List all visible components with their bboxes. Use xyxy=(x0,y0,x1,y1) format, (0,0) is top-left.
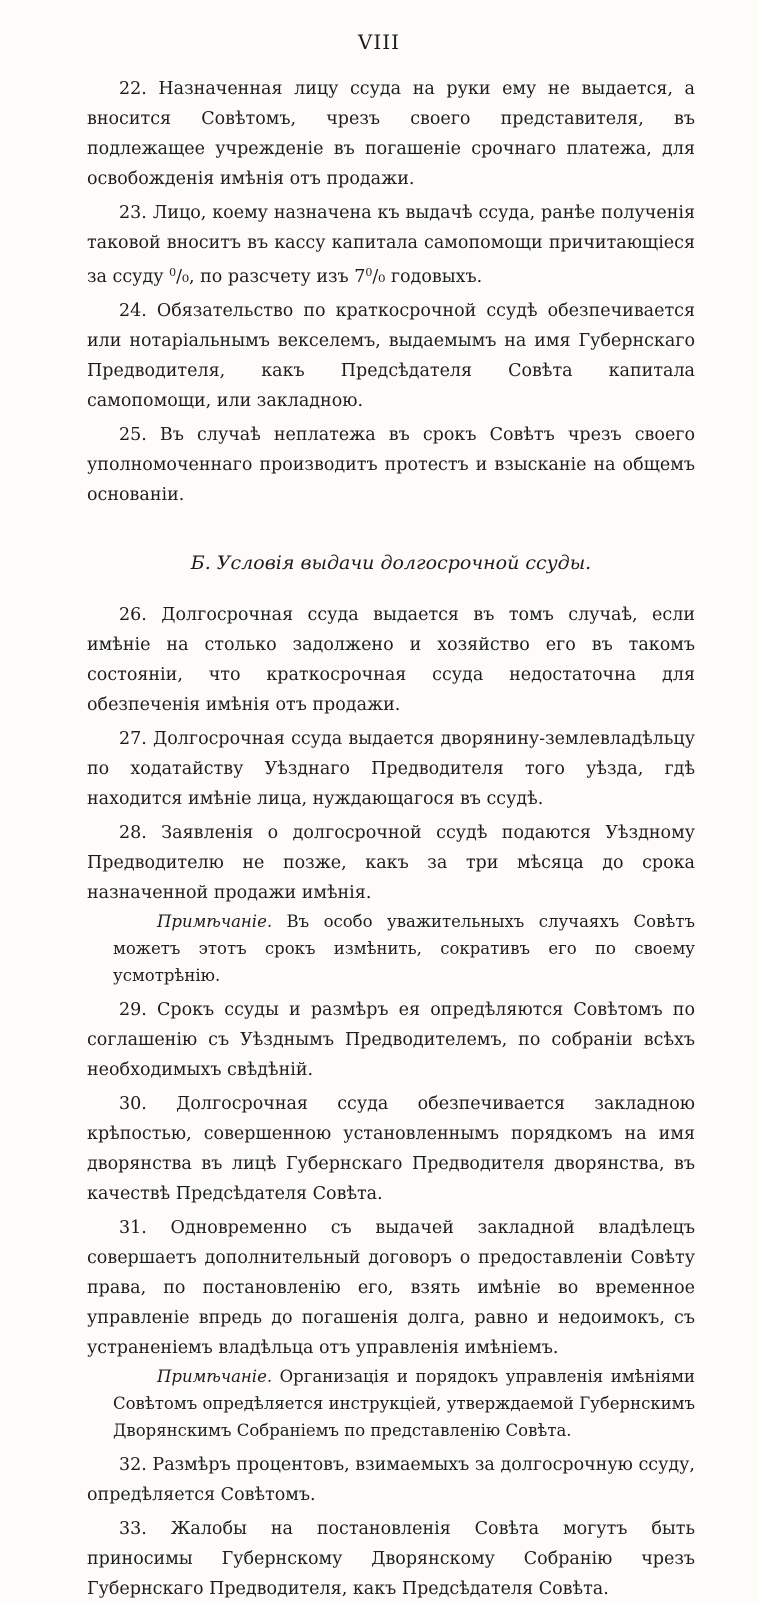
paragraph-29: 29. Срокъ ссуды и размѣръ ея опредѣляются Совѣтомъ по соглашенію съ Уѣзднымъ Предводителемъ, по собраніи всѣхъ необходимыхъ свѣдѣній. xyxy=(87,1000,695,1080)
note-text: Организація и порядокъ управленія имѣніями Совѣтомъ опредѣляется инструкціей, утверждаемой Губернскимъ Дворянскимъ Собраніемъ по представленію Совѣта. xyxy=(113,1367,695,1440)
paragraph-24: 24. Обязательство по краткосрочной ссудѣ обезпечивается или нотаріальнымъ векселемъ, выдаемымъ на имя Губернскаго Предводителя, какъ Предсѣдателя Совѣта капитала самопомощи, или закладною. xyxy=(87,301,695,411)
note-2 xyxy=(87,1363,695,1444)
paragraph-25: 25. Въ случаѣ неплатежа въ срокъ Совѣтъ чрезъ своего уполномоченнаго производитъ протестъ и взысканіе на общемъ основаніи. xyxy=(87,425,695,505)
paragraph-22: 22. Назначенная лицу ссуда на руки ему не выдается, а вносится Совѣтомъ, чрезъ своего представителя, въ подлежащее учрежденіе въ погашеніе срочнаго платежа, для освобожденія имѣнія отъ продажи. xyxy=(87,79,695,189)
paragraph-33: 33. Жалобы на постановленія Совѣта могутъ быть приносимы Губернскому Дворянскому Собранію чрезъ Губернскаго Предводителя, какъ Предсѣдателя Совѣта. xyxy=(87,1519,695,1599)
document-body xyxy=(87,74,695,1604)
paragraph-30: 30. Долгосрочная ссуда обезпечивается закладною крѣпостью, совершенною установленнымъ порядкомъ на имя дворянства въ лицѣ Губернскаго Предводителя дворянства, въ качествѣ Предсѣдателя Совѣта. xyxy=(87,1094,695,1204)
page-number: VIII xyxy=(357,30,401,54)
paragraph-28: 28. Заявленія о долгосрочной ссудѣ подаются Уѣздному Предводителю не позже, какъ за три мѣсяца до срока назначенной продажи имѣнія. xyxy=(87,823,695,903)
note-1 xyxy=(87,908,695,989)
note-label: Примѣчаніе. xyxy=(157,912,273,931)
note-text: Въ особо уважительныхъ случаяхъ Совѣтъ можетъ этотъ срокъ измѣнить, сокративъ его по своему усмотрѣнію. xyxy=(113,912,695,985)
paragraph-27: 27. Долгосрочная ссуда выдается дворянину-землевладѣльцу по ходатайству Уѣзднаго Предводителя того уѣзда, гдѣ находится имѣніе лица, нуждающагося въ ссудѣ. xyxy=(87,729,695,809)
section-title: Б. Условія выдачи долгосрочной ссуды. xyxy=(190,552,592,574)
paragraph-32: 32. Размѣръ процентовъ, взимаемыхъ за долгосрочную ссуду, опредѣляется Совѣтомъ. xyxy=(87,1455,695,1505)
paragraph-26: 26. Долгосрочная ссуда выдается въ томъ случаѣ, если имѣніе на столько задолжено и хозяйство его въ такомъ состояніи, что краткосрочная ссуда недостаточна для обезпеченія имѣнія отъ продажи. xyxy=(87,605,695,715)
paragraph-31: 31. Одновременно съ выдачей закладной владѣлецъ совершаетъ дополнительный договоръ о предоставленіи Совѣту права, по постановленію его, взять имѣніе во временное управленіе впредь до погашенія долга, равно и недоимокъ, съ устраненіемъ владѣльца отъ управленія имѣніемъ. xyxy=(87,1218,695,1358)
paragraph-23: 23. Лицо, коему назначена къ выдачѣ ссуда, ранѣе полученія таковой вноситъ въ кассу капитала самопомощи причитающіеся за ссуду $^0$/₀, по разсчету изъ $7^0/_0$ годовыхъ. xyxy=(87,203,695,287)
note-label: Примѣчаніе. xyxy=(157,1367,273,1386)
